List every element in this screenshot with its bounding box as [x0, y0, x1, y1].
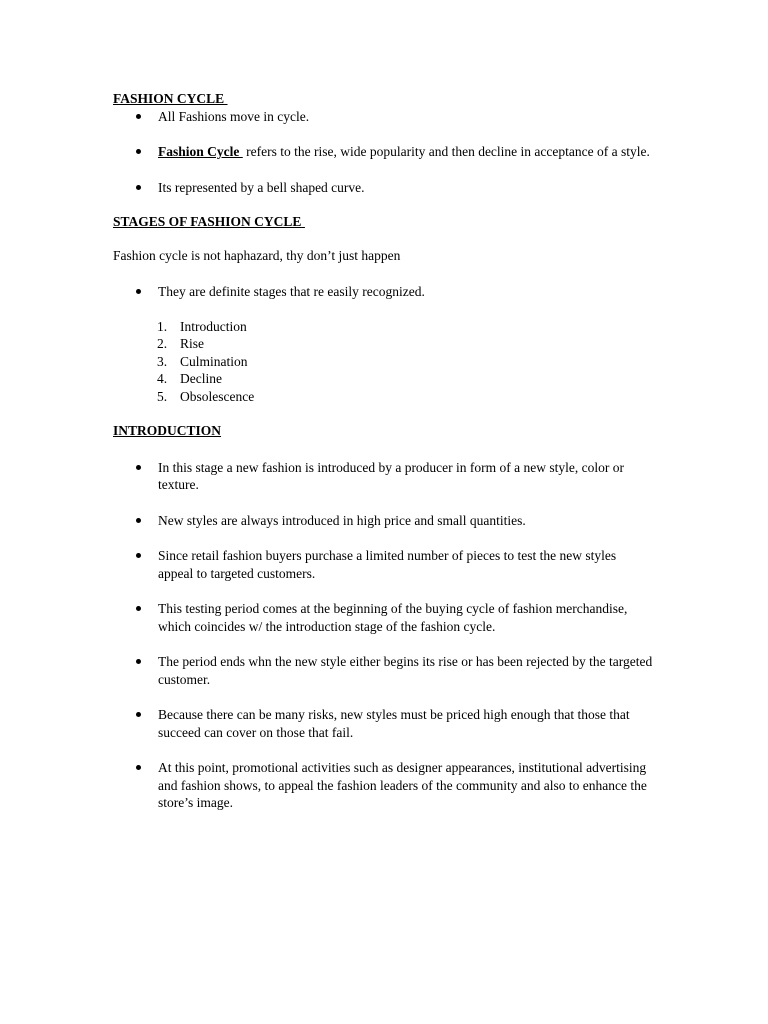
list-item: They are definite stages that re easily recognized. [113, 283, 653, 301]
stage-number: 5. [157, 388, 168, 404]
stages-numbered-list [113, 318, 653, 406]
introduction-bullets [113, 459, 653, 812]
fashion-cycle-bullets [113, 108, 653, 197]
stage-number: 4. [157, 371, 168, 386]
list-item: All Fashions move in cycle. [113, 108, 653, 126]
stage-item [113, 370, 653, 388]
list-item: At this point, promotional activities such as designer appearances, institutional advertising and fashion shows, to appeal the fashion leaders of the community and also to enhance the store’s image. [113, 759, 653, 812]
stage-item [113, 318, 653, 336]
stage-label: Introduction [180, 318, 247, 334]
stage-number: 2. [157, 336, 168, 351]
list-item: New styles are always introduced in high price and small quantities. [113, 512, 653, 530]
stage-item [113, 388, 653, 406]
stage-item [113, 353, 653, 371]
list-item: Since retail fashion buyers purchase a limited number of pieces to test the new styles appeal to targeted customers. [113, 547, 653, 582]
definition-text: refers to the rise, wide popularity and then decline in acceptance of a style. [246, 144, 650, 159]
section-heading-stages: STAGES OF FASHION CYCLE [113, 214, 302, 229]
stage-label: Culmination [180, 353, 248, 369]
stage-number: 3. [157, 353, 168, 369]
document-page [113, 90, 653, 812]
list-item: The period ends whn the new style either begins its rise or has been rejected by the targeted customer. [113, 653, 653, 688]
list-item: This testing period comes at the beginning of the buying cycle of fashion merchandise, which coincides w/ the introduction stage of the fashion cycle. [113, 600, 653, 635]
list-item: Its represented by a bell shaped curve. [113, 179, 653, 197]
stage-label: Rise [180, 336, 205, 351]
list-item: In this stage a new fashion is introduced by a producer in form of a new style, color or texture. [113, 459, 653, 494]
term-fashion-cycle: Fashion Cycle [158, 144, 243, 159]
section-heading-fashion-cycle: FASHION CYCLE [113, 91, 225, 106]
stage-item [113, 335, 653, 353]
stages-intro-text: Fashion cycle is not haphazard, thy don’t just happen [113, 247, 401, 263]
list-item [113, 143, 653, 161]
stage-label: Obsolescence [180, 388, 255, 404]
stages-bullets [113, 283, 653, 301]
list-item: Because there can be many risks, new styles must be priced high enough that those that succeed can cover on those that fail. [113, 706, 653, 741]
section-heading-introduction: INTRODUCTION [113, 423, 222, 438]
stage-label: Decline [180, 371, 222, 386]
stage-number: 1. [157, 318, 168, 334]
